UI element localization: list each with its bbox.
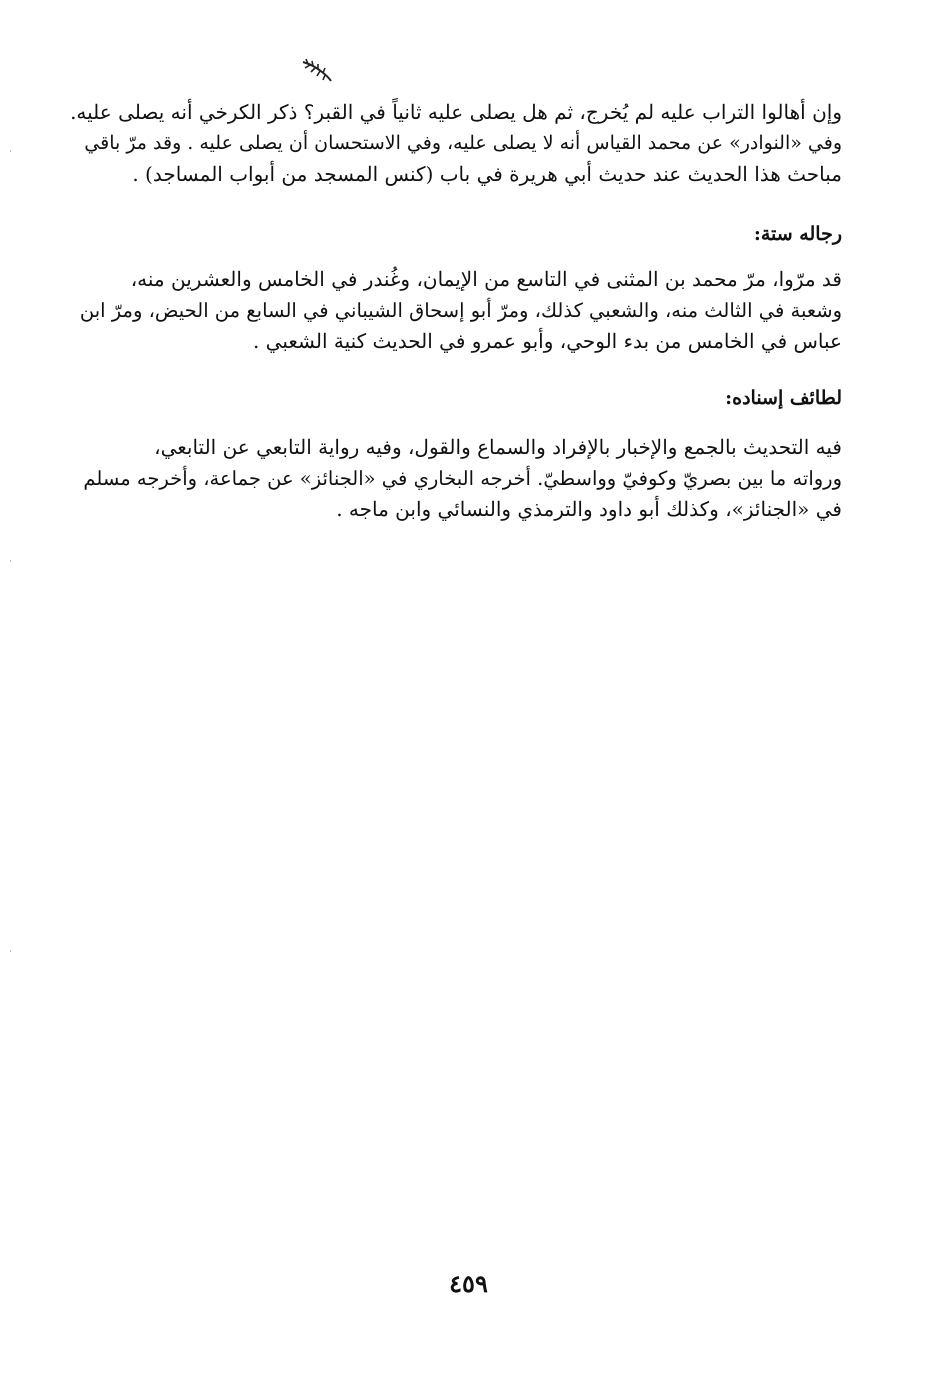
paragraph-isnad-notes — [70, 432, 842, 525]
text-line: قد مرّوا، مرّ محمد بن المثنى في التاسع من الإيمان، وغُندر في الخامس والعشرين منه، — [130, 267, 842, 291]
scan-margin-mark — [10, 150, 11, 152]
text-line: في «الجنائز»، وكذلك أبو داود والترمذي والنسائي وابن ماجه . — [336, 497, 842, 521]
page-number: ٤٥٩ — [449, 1269, 488, 1298]
text-line: وفي «النوادر» عن محمد القياس أنه لا يصلى عليه، وفي الاستحسان أن يصلى عليه . وقد مرّ باقي — [84, 132, 842, 154]
paragraph-narrators — [70, 264, 842, 357]
text-line: ورواته ما بين بصريّ وكوفيّ وواسطيّ. أخرجه البخاري في «الجنائز» عن جماعة، وأخرجه مسلم — [83, 467, 842, 490]
text-line: مباحث هذا الحديث عند حديث أبي هريرة في باب (كنس المسجد من أبواب المساجد) . — [132, 162, 842, 186]
section-heading-narrators: رجاله ستة: — [753, 223, 842, 245]
leaf-ornament-icon — [300, 58, 334, 84]
text-line: فيه التحديث بالجمع والإخبار بالإفراد والسماع والقول، وفيه رواية التابعي عن التابعي، — [154, 435, 842, 459]
scan-margin-mark — [10, 560, 11, 562]
text-line: عباس في الخامس من بدء الوحي، وأبو عمرو في الحديث كنية الشعبي . — [252, 329, 842, 353]
paragraph-funeral-prayer — [70, 97, 842, 190]
scan-margin-mark — [10, 950, 11, 952]
section-heading-isnad-notes: لطائف إسناده: — [725, 387, 842, 409]
text-line: وإن أهالوا التراب عليه لم يُخرج، ثم هل يصلى عليه ثانياً في القبر؟ ذكر الكرخي أنه يصلى عليه. — [70, 100, 842, 124]
text-line: وشعبة في الثالث منه، والشعبي كذلك، ومرّ أبو إسحاق الشيباني في السابع من الحيض، ومرّ ابن — [79, 299, 842, 322]
